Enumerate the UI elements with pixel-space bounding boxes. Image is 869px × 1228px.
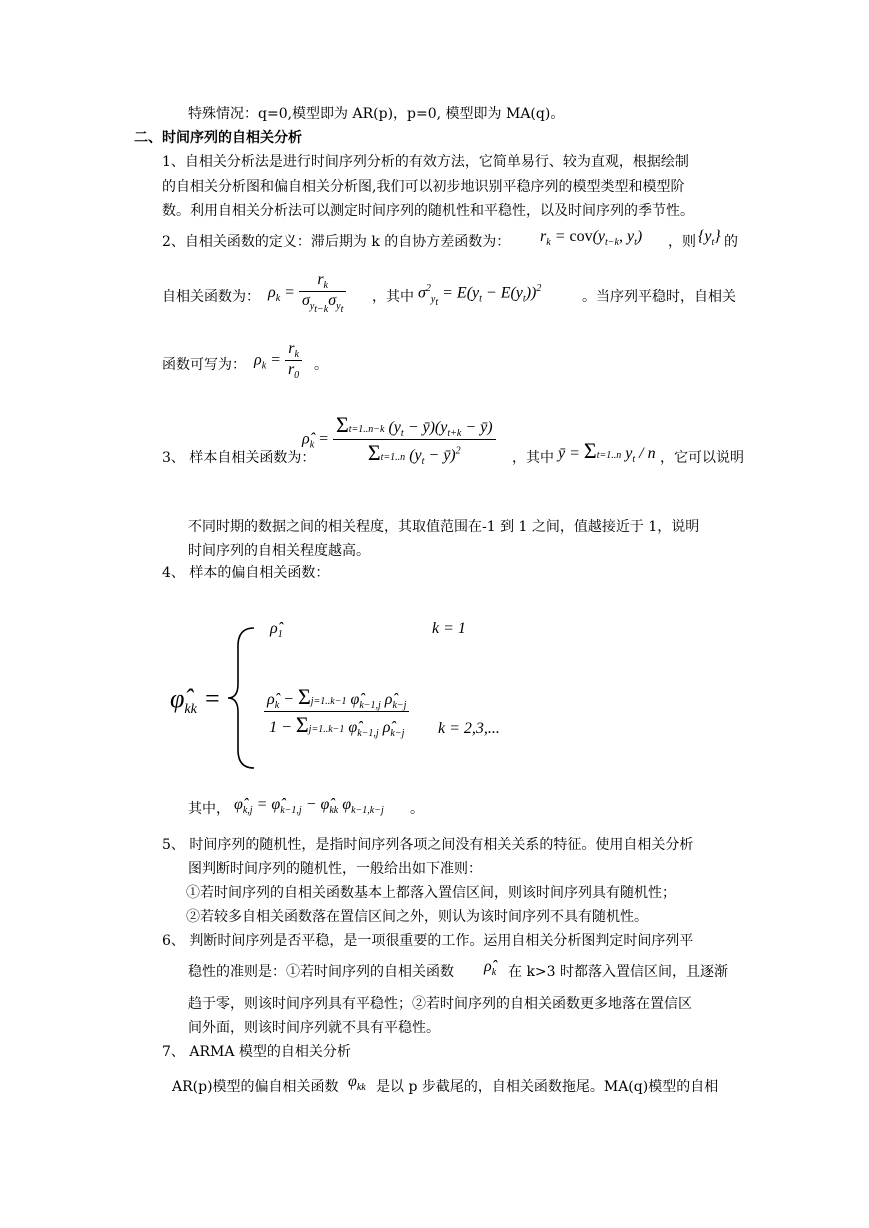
- autocov-formula: $r_k = cov(y_{t-k}$, $y_t$): [540, 228, 643, 249]
- pacf-brace: [226, 626, 256, 770]
- para6-line3: 趋于零，则该时间序列具有平稳性；②若时间序列的自相关函数更多地落在置信区: [188, 996, 692, 1012]
- acf-formula: $\rho_k$ = $\frac{r_k}{\sigma_{y_{t-k}}\sigma_{y_t}}$: [268, 271, 346, 315]
- para6-line4: 间外面，则该时间序列就不具有平稳性。: [188, 1020, 440, 1036]
- sample-acf-formula: $\rhô_k$ = $\frac{\Sigma t=1..n-k (y_t - ȳ)(y_{t+k} - ȳ)}{\Sigma t=1..n (y_t - ȳ)^2}$: [302, 412, 496, 467]
- para6-line2-end: 在 k>3 时都落入置信区间，且逐渐: [508, 964, 729, 980]
- para2-period: 。: [314, 357, 328, 373]
- variance-formula: $\sigma^2_{y_t} = E(y_t - E(y_t))^2$: [418, 283, 542, 308]
- pacf-case2-expr: $\frac{\rhô_k - \Sigma j=1..k-1 \varphî_{k-1,j} \rhô_{k-j}}{1 - \Sigma j=1..k-1 \varphî_{k-1,j} \rhô_{k-j}}$: [264, 684, 409, 739]
- para5-line2: 图判断时间序列的随机性，一般给出如下准则：: [188, 861, 482, 877]
- para6-line2: 稳性的准则是：①若时间序列的自相关函数: [188, 964, 454, 980]
- para3-line1: 3、 样本自相关函数为：: [162, 450, 316, 466]
- para2-then: ，则: [668, 234, 696, 250]
- para2-line1: 2、自相关函数的定义：滞后期为 k 的自协方差函数为：: [162, 234, 511, 250]
- pacf-case1-expr: $\rhô_1$: [270, 620, 283, 641]
- para1-line2: 的自相关分析图和偏自相关分析图,我们可以初步地识别平稳序列的模型类型和模型阶: [162, 179, 685, 195]
- para4-period: 。: [410, 801, 424, 817]
- para7-heading: 7、 ARMA 模型的自相关分析: [162, 1044, 351, 1060]
- para6-line1: 6、 判断时间序列是否平稳，是一项很重要的工作。运用自相关分析图判定时间序列平: [162, 933, 694, 949]
- para5-rule2: ②若较多自相关函数落在置信区间之外，则认为该时间序列不具有随机性。: [186, 909, 648, 925]
- pacf-recursion-formula: $\varphî_{k,j}$ = $\varphî_{k-1,j}$ − $\varphî_{kk}$ $\varphi_{k-1,k-j}$: [234, 796, 384, 817]
- section-heading: 二、时间序列的自相关分析: [134, 130, 302, 146]
- rho-k-symbol: $\rhô_k$: [484, 958, 497, 979]
- pacf-case2-cond: k = 2,3,...: [438, 720, 500, 737]
- para2-where: ，其中: [372, 289, 414, 305]
- para2-line2: 自相关函数为：: [162, 289, 260, 305]
- phi-kk-symbol: $\varphi_{kk}$: [348, 1073, 366, 1094]
- para3-where: ，其中: [512, 450, 554, 466]
- acf-stationary-formula: $\rho_k$ = $\frac{r_k}{r_0}$: [254, 340, 302, 381]
- para4-line1: 4、 样本的偏自相关函数：: [162, 565, 330, 581]
- para3-explain: ，它可以说明: [660, 450, 744, 466]
- pacf-case1-cond: k = 1: [432, 620, 466, 637]
- para3-line3: 时间序列的自相关程度越高。: [188, 543, 370, 559]
- para3-line2: 不同时期的数据之间的相关程度，其取值范围在-1 到 1 之间，值越接近于 1，说明: [188, 519, 700, 535]
- para7-line1: AR(p)模型的偏自相关函数: [172, 1079, 339, 1095]
- para4-where: 其中，: [188, 801, 230, 817]
- series-symbol: $\{y_t\}$: [698, 228, 721, 249]
- para2-of: 的: [724, 234, 738, 250]
- special-case-line: 特殊情况：q=0,模型即为 AR(p)，p=0, 模型即为 MA(q)。: [188, 106, 565, 122]
- para2-stationary: 。当序列平稳时，自相关: [582, 289, 736, 305]
- mean-formula: ȳ = Σt=1..n $y_t$ / n: [558, 438, 656, 466]
- para5-line1: 5、 时间序列的随机性，是指时间序列各项之间没有相关关系的特征。使用自相关分析: [162, 837, 694, 853]
- para2-line3: 函数可写为：: [162, 357, 246, 373]
- pacf-lhs: $\varphî_{kk}$ =: [170, 684, 221, 718]
- para1-line1: 1、自相关分析法是进行时间序列分析的有效方法，它简单易行、较为直观，根据绘制: [162, 154, 689, 170]
- para7-line1-end: 是以 p 步截尾的，自相关函数拖尾。MA(q)模型的自相: [376, 1079, 719, 1095]
- para1-line3: 数。利用自相关分析法可以测定时间序列的随机性和平稳性，以及时间序列的季节性。: [162, 203, 694, 219]
- para5-rule1: ①若时间序列的自相关函数基本上都落入置信区间，则该时间序列具有随机性；: [186, 885, 676, 901]
